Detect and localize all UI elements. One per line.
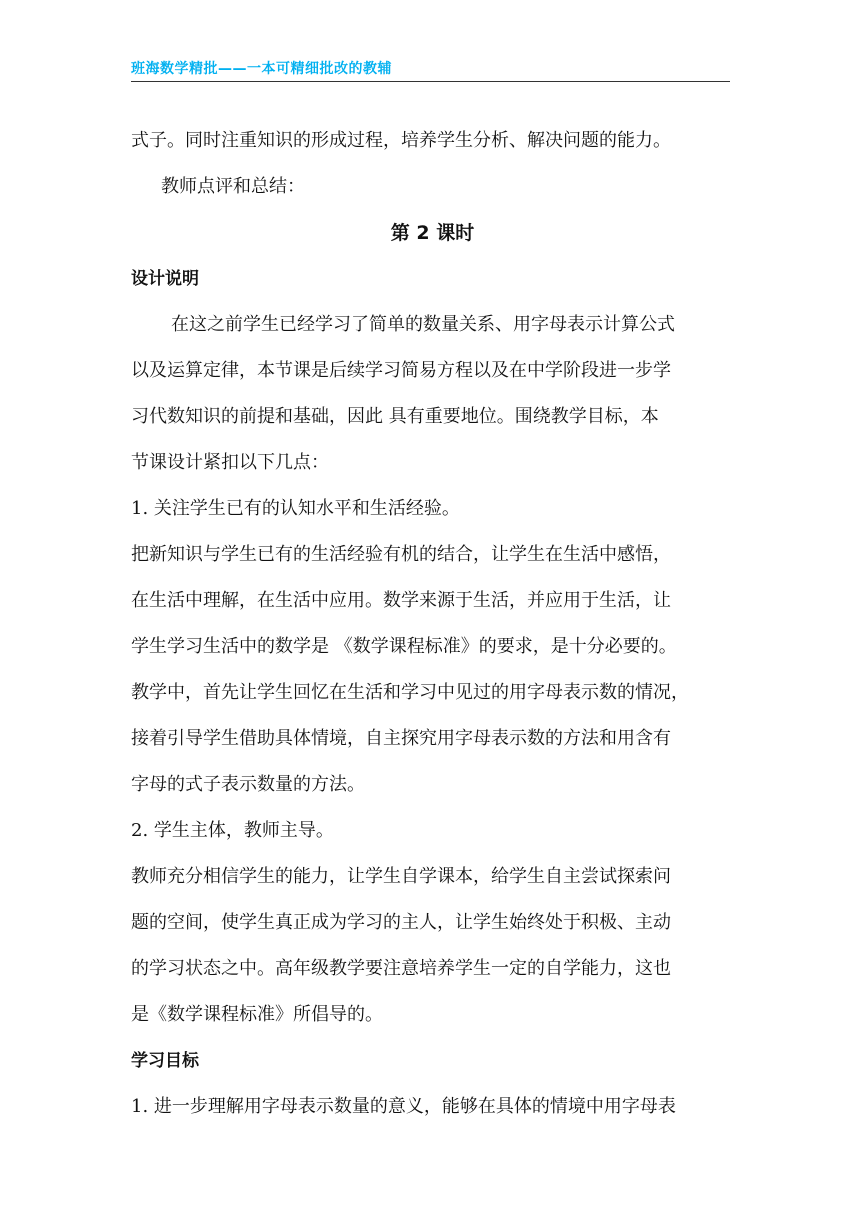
text-line: 把新知识与学生已有的生活经验有机的结合，让学生在生活中感悟， bbox=[131, 544, 671, 565]
header-text: 班海数学精批——一本可精细批改的教辅 bbox=[131, 61, 392, 77]
section-heading-goal: 学习目标 bbox=[131, 1051, 199, 1071]
text-line: 教师充分相信学生的能力，让学生自学课本，给学生自主尝试探索问 bbox=[131, 866, 671, 887]
text-line: 教学中，首先让学生回忆在生活和学习中见过的用字母表示数的情况， bbox=[131, 682, 689, 703]
section-heading-design: 设计说明 bbox=[131, 269, 199, 289]
text-line: 题的空间，使学生真正成为学习的主人，让学生始终处于积极、主动 bbox=[131, 912, 671, 933]
text-line: 是《数学课程标准》所倡导的。 bbox=[131, 1004, 383, 1025]
text-line: 教师点评和总结： bbox=[161, 176, 305, 197]
text-line: 以及运算定律，本节课是后续学习简易方程以及在中学阶段进一步学 bbox=[131, 360, 671, 381]
text-line: 在生活中理解，在生活中应用。数学来源于生活，并应用于生活，让 bbox=[131, 590, 671, 611]
lesson-title: 第 2 课时 bbox=[390, 222, 475, 244]
text-line: 接着引导学生借助具体情境，自主探究用字母表示数的方法和用含有 bbox=[131, 728, 671, 749]
text-line: 的学习状态之中。高年级教学要注意培养学生一定的自学能力，这也 bbox=[131, 958, 671, 979]
page-header bbox=[131, 58, 730, 82]
text-line: 式子。同时注重知识的形成过程，培养学生分析、解决问题的能力。 bbox=[131, 130, 671, 151]
point-title: 2. 学生主体，教师主导。 bbox=[131, 820, 334, 841]
text-line: 节课设计紧扣以下几点： bbox=[131, 452, 329, 473]
point-title: 1. 关注学生已有的认知水平和生活经验。 bbox=[131, 498, 460, 519]
text-line: 字母的式子表示数量的方法。 bbox=[131, 774, 365, 795]
text-line: 学生学习生活中的数学是 《数学课程标准》的要求，是十分必要的。 bbox=[131, 636, 677, 657]
document-body bbox=[131, 118, 734, 1130]
text-line: 在这之前学生已经学习了简单的数量关系、用字母表示计算公式 bbox=[171, 314, 675, 335]
text-line: 习代数知识的前提和基础，因此 具有重要地位。围绕教学目标，本 bbox=[131, 406, 659, 427]
text-line: 1. 进一步理解用字母表示数量的意义，能够在具体的情境中用字母表 bbox=[131, 1096, 676, 1117]
